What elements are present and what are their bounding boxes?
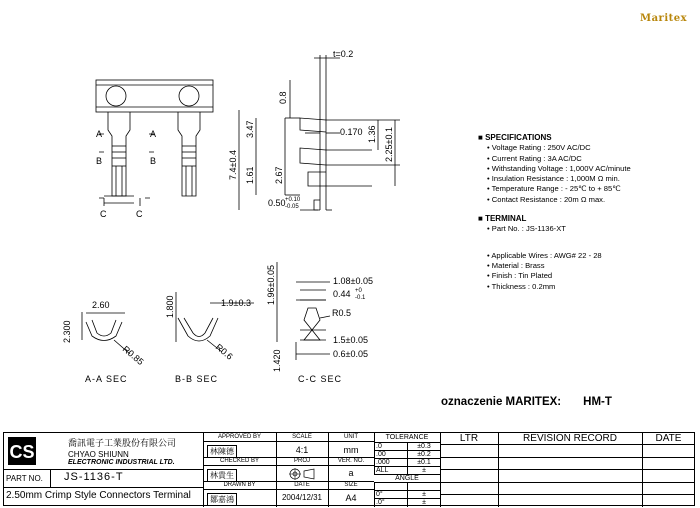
dim-1-61: 1.61 — [245, 166, 255, 184]
revision-record-header: REVISION RECORD — [523, 433, 617, 444]
scale-label: SCALE — [292, 434, 312, 440]
dim-2-60: 2.60 — [92, 300, 110, 310]
spec-item: • Current Rating : 3A AC/DC — [487, 154, 693, 164]
dim-3-47: 3.47 — [245, 120, 255, 138]
tol-key: .0 — [376, 443, 382, 450]
ltr-header: LTR — [459, 433, 479, 444]
approved-by-name: 林陳德 — [207, 445, 237, 458]
tol-value: ±0.3 — [417, 443, 431, 450]
company-logo — [7, 436, 37, 466]
tol-key: .00 — [376, 451, 386, 458]
svg-text:CS: CS — [9, 442, 35, 462]
date-label: DATE — [294, 482, 310, 488]
tol-value: ±0.2 — [417, 451, 431, 458]
company-name-cn: 喬訊電子工業股份有限公司 — [68, 438, 177, 448]
dim-1-420: 1.420 — [272, 349, 282, 372]
label-a-left: A — [96, 129, 103, 139]
dim-r0-85: R0.85 — [120, 343, 146, 367]
dim-1-96: 1.96±0.05 — [266, 265, 276, 305]
scale-value: 4:1 — [295, 445, 309, 455]
dim-2-300: 2.300 — [62, 320, 72, 343]
angle-value: ± — [422, 499, 426, 506]
proj-label: PROJ — [293, 458, 310, 464]
dim-1-9: 1.9±0.3 — [221, 298, 251, 308]
dim-0-170: 0.170 — [340, 127, 363, 137]
material-item: • Material : Brass — [487, 261, 693, 271]
part-number: JS-1136-T — [64, 471, 124, 483]
spec-item: • Voltage Rating : 250V AC/DC — [487, 143, 693, 153]
size-value: A4 — [345, 493, 357, 503]
dim-0-44: 0.44 — [333, 289, 351, 299]
dim-2-67: 2.67 — [274, 166, 284, 184]
front-view — [96, 80, 213, 206]
dim-0-6: 0.6±0.05 — [333, 349, 368, 359]
marking-label: oznaczenie MARITEX: — [441, 396, 562, 408]
materials-list — [478, 251, 693, 292]
tol-key: .000 — [376, 459, 390, 466]
tol-value: ±0.1 — [417, 459, 431, 466]
checked-by-label: CHECKED BY — [219, 458, 259, 464]
angle-key: .0° — [376, 499, 385, 506]
material-item: • Finish : Tin Plated — [487, 271, 693, 281]
section-c-c — [277, 262, 330, 360]
specifications-panel — [478, 133, 693, 292]
section-label-aa: A-A SEC — [85, 374, 128, 384]
dim-r0-5: R0.5 — [332, 308, 352, 318]
drawn-by-name: 鄒嘉鴻 — [207, 493, 237, 506]
label-b-left: B — [96, 156, 103, 166]
spec-item: • Contact Resistance : 20m Ω max. — [487, 195, 693, 205]
angle-value: ± — [422, 491, 426, 498]
dim-1-800: 1.800 — [165, 295, 175, 318]
section-label-cc: C-C SEC — [298, 374, 343, 384]
tol-value: ± — [422, 467, 426, 474]
terminal-part-no: • Part No. : JS-1136-XT — [487, 224, 693, 234]
dim-1-5: 1.5±0.05 — [333, 335, 368, 345]
unit-value: mm — [343, 445, 359, 455]
revision-date-header: DATE — [655, 433, 682, 444]
part-no-label: PART NO. — [6, 474, 43, 483]
ver-value: a — [348, 468, 354, 478]
title-block — [3, 432, 695, 506]
dim-0-8: 0.8 — [278, 91, 288, 104]
terminal-title: ■ TERMINAL — [478, 214, 527, 224]
tolerance-label: TOLERANCE — [385, 434, 429, 441]
label-c-left: C — [100, 209, 107, 219]
dim-1-08: 1.08±0.05 — [333, 276, 373, 286]
spec-item: • Insulation Resistance : 1,000M Ω min. — [487, 174, 693, 184]
dim-0-44-tol-dn: -0.1 — [355, 295, 366, 301]
angle-key: 0° — [376, 491, 383, 498]
ver-label: VER. NO. — [337, 458, 365, 464]
approved-by-label: APPROVED BY — [217, 434, 261, 440]
label-b-right: B — [150, 156, 157, 166]
company-name-en2: ELECTRONIC INDUSTRIAL LTD. — [68, 459, 175, 466]
date-value: 2004/12/31 — [281, 493, 323, 502]
dim-0-50-tol-dn: -0.05 — [285, 204, 299, 210]
dim-2-25: 2.25±0.1 — [384, 127, 394, 162]
maritex-logo: Maritex — [640, 13, 688, 24]
dim-1-36: 1.36 — [367, 125, 377, 143]
dim-7-4: 7.4±0.4 — [228, 150, 238, 180]
spec-item: • Withstanding Voltage : 1,000V AC/minute — [487, 164, 693, 174]
dim-0-50: 0.50 — [268, 198, 286, 208]
maritex-marking — [441, 396, 612, 408]
label-a-right: A — [150, 129, 157, 139]
dim-r0-6: R0.6 — [213, 341, 235, 362]
marking-value: HM-T — [583, 396, 612, 408]
checked-by-name: 林貴生 — [207, 469, 237, 482]
unit-label: UNIT — [344, 434, 358, 440]
specifications-list — [478, 143, 693, 205]
specifications-title: ■ SPECIFICATIONS — [478, 133, 552, 142]
angle-label: ANGLE — [374, 475, 440, 482]
material-item: • Thickness : 0.2mm — [487, 282, 693, 292]
company-name-en: CHYAO SHIUNN — [68, 450, 129, 459]
dim-thickness: t=0.2 — [333, 49, 354, 59]
section-label-bb: B-B SEC — [175, 374, 219, 384]
dim-0-50-tol-up: +0.10 — [285, 197, 301, 203]
size-label: SIZE — [344, 482, 358, 488]
spec-item: • Temperature Range : - 25℃ to + 85℃ — [487, 184, 693, 194]
part-description: 2.50mm Crimp Style Connectors Terminal — [6, 490, 191, 501]
drawn-by-label: DRAWN BY — [223, 482, 256, 488]
dim-0-44-tol-up: +0 — [355, 288, 362, 294]
tol-key: ALL — [376, 467, 389, 474]
material-item: • Applicable Wires : AWG# 22 - 28 — [487, 251, 693, 261]
label-c-right: C — [136, 209, 143, 219]
